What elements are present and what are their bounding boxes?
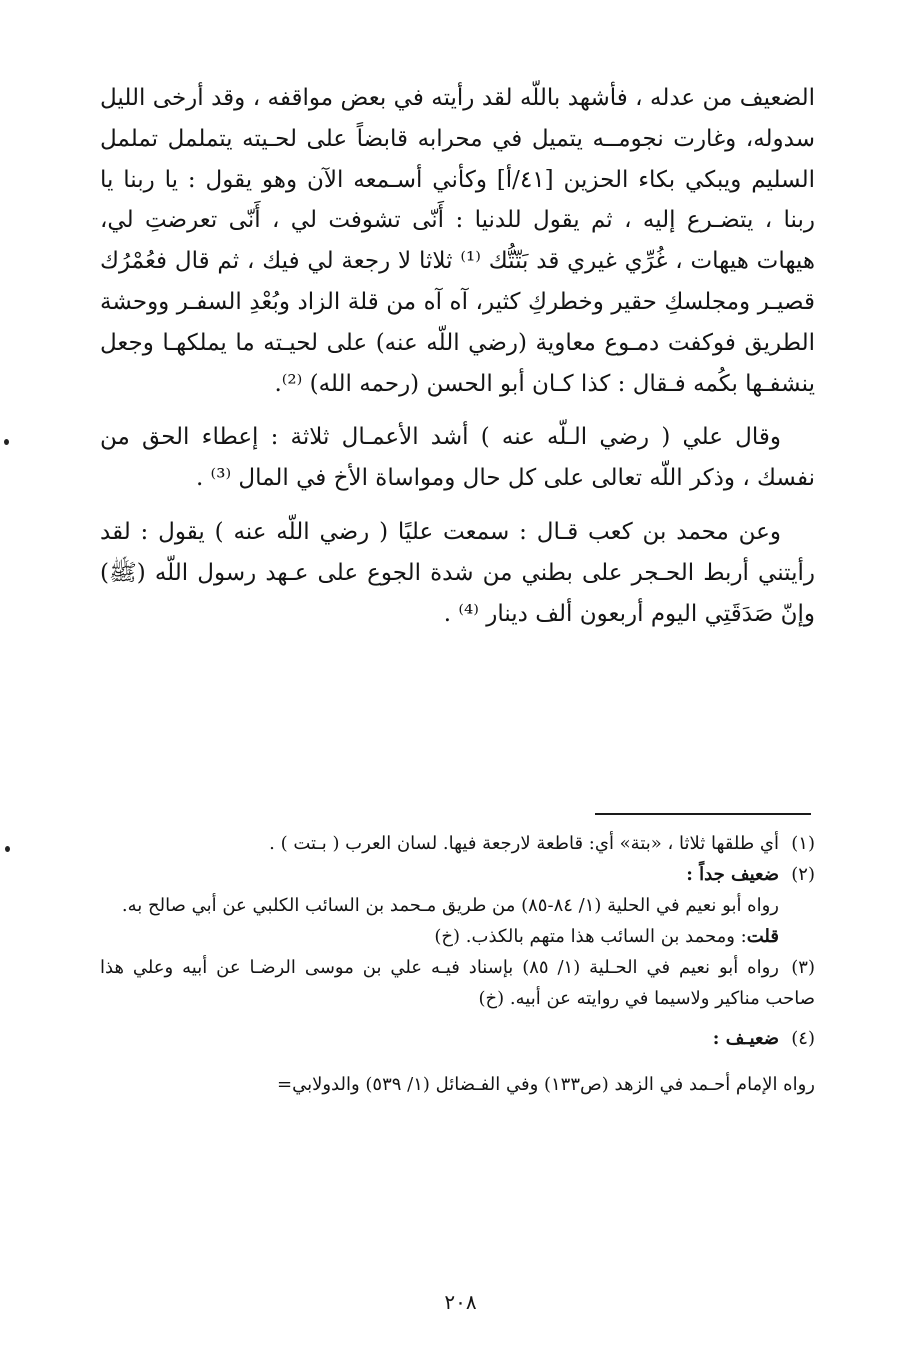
footnote-4-number: (٤) [791, 1028, 815, 1049]
footnote-3 [100, 952, 815, 1014]
page-number: ٢٠٨ [444, 1290, 477, 1314]
footnote-4-source-text: رواه الإمام أحـمد في الزهد (ص١٣٣) وفي الفـضائل (١/ ٥٣٩) والدولابي= [276, 1074, 815, 1095]
paragraph-1-text: الضعيف من عدله ، فأشهد باللّه لقد رأيته في بعض مواقفه ، وقد أرخى الليل سدوله، وغارت نجومــه يتميل في محرابه قابضاً على لحـيته يتململ تململ السليم ويبكي بكاء الحزين [٤١/أ] وكأني أسـمعه الآن وهو يقول : يا ربنا يا ربنا ، يتضـرع إليه ، ثم يقول للدنيا : أَنّى تشوفت لي ، أَنّى تعرضتِ لي، هيهات هيهات ، غُرِّي غيري قد بَتّتُّك ⁽¹⁾ ثلاثا لا رجعة لي فيك ، ثم قال فعُمْرُك قصيـر ومجلسكِ حقير وخطركِ كثير، آه آه من قلة الزاد وبُعْدِ السفـر ووحشة الطريق فوكفت دمـوع معاوية (رضي اللّه عنه) على لحيـته ما يملكهـا وجعل ينشفـها بكُمه فـقال : كذا كـان أبو الحسن (رحمه الله) ⁽²⁾. [100, 85, 816, 397]
footnote-4-heading [100, 1023, 815, 1054]
scan-speck [5, 846, 10, 852]
footnote-2-qult: قلت [746, 926, 779, 947]
footnote-1-text: أي طلقها ثلاثا ، «بتة» أي: قاطعة لارجعة فيها. لسان العرب ( بـتت ) . [269, 833, 779, 854]
paragraph-3-text: وعن محمد بن كعب قـال : سمعت عليًا ( رضي اللّه عنه ) يقول : لقد رأيتني أربط الحـجر على بطني من شدة الجوع على عـهد رسول اللّه (ﷺ) وإنّ صَدَقَتِي اليوم أربعون ألف دينار ⁽⁴⁾ . [100, 518, 815, 627]
footnote-3-text: رواه أبو نعيم في الحـلية (١/ ٨٥) بإسناد فيـه علي بن موسى الرضـا عن أبيه وعلي هذا صاحب مناكير ولاسيما في روايته عن أبيه. (خ) [100, 957, 815, 1009]
footnote-2-comment [100, 921, 815, 952]
footnote-separator [595, 813, 811, 815]
footnote-1 [100, 828, 815, 859]
footnotes [100, 828, 815, 1100]
paragraph-2 [100, 417, 815, 499]
paragraph-2-text: وقال علي ( رضي الـلّه عنه ) أشد الأعمـال ثلاثة : إعطاء الحق من نفسك ، وذكر اللّه تعالى على كل حال ومواساة الأخ في المال ⁽³⁾ . [100, 424, 815, 492]
main-text [100, 78, 815, 634]
footnote-1-number: (١) [791, 833, 815, 854]
footnote-2-heading [100, 859, 815, 890]
footnote-4-source [100, 1069, 815, 1100]
footnote-2-source-text: رواه أبو نعيم في الحلية (١/ ٨٤-٨٥) من طريق مـحمد بن السائب الكلبي عن أبي صالح به. [121, 895, 779, 916]
footnote-2-comment-text: : ومحمد بن السائب هذا متهم بالكذب. (خ) [434, 926, 747, 947]
paragraph-1 [100, 78, 815, 404]
footnote-4-grade: ضعيـف : [712, 1028, 779, 1049]
footnote-2-number: (٢) [791, 864, 815, 885]
footnote-3-number: (٣) [791, 957, 815, 978]
footnote-2-source [100, 890, 815, 921]
paragraph-3 [100, 512, 815, 634]
footnote-2-grade: ضعيف جداً : [686, 864, 779, 885]
scan-speck [4, 439, 9, 445]
